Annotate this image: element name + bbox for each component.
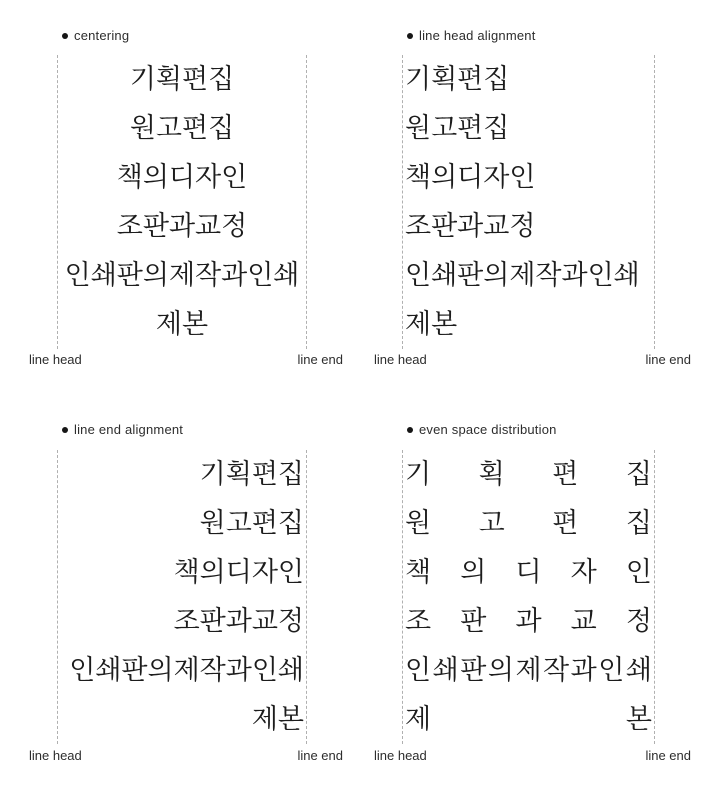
text-char: 인 [405, 655, 432, 685]
panel-title-label: line end alignment [74, 422, 184, 437]
text-line: 제본 [251, 704, 304, 734]
text-line [405, 499, 652, 548]
bullet-icon [407, 427, 413, 433]
text-char: 의 [487, 655, 514, 685]
text-line: 인쇄판의제작과인쇄 [69, 655, 304, 685]
text-char: 편 [552, 459, 579, 489]
line-end-label: line end [297, 748, 343, 763]
text-frame-line-head-alignment [402, 55, 655, 349]
guide-labels [374, 748, 691, 763]
text-char: 인 [598, 655, 625, 685]
text-char: 획 [478, 459, 505, 489]
text-line: 기획편집 [405, 64, 510, 94]
text-char: 과 [515, 606, 542, 636]
text-line: 조판과교정 [173, 606, 304, 636]
text-char: 과 [570, 655, 597, 685]
text-line: 제본 [405, 309, 458, 339]
text-line: 기획편집 [199, 459, 304, 489]
panel-title-label: centering [74, 28, 130, 43]
panel-title-centering [62, 28, 129, 43]
text-char: 판 [460, 606, 487, 636]
line-end-label: line end [645, 748, 691, 763]
text-frame-even-space-distribution [402, 450, 655, 744]
text-char: 판 [460, 655, 487, 685]
text-char: 인 [625, 557, 652, 587]
text-char: 기 [405, 459, 432, 489]
text-char: 원 [405, 508, 432, 538]
text-line [405, 597, 652, 646]
line-head-label: line head [29, 748, 82, 763]
text-char: 제 [405, 704, 432, 734]
text-char: 편 [552, 508, 579, 538]
guide-labels [374, 352, 691, 367]
panel-title-even-space-distribution [407, 422, 557, 437]
text-char: 디 [515, 557, 542, 587]
text-line: 조판과교정 [405, 211, 536, 241]
text-line: 책의디자인 [173, 557, 304, 587]
panel-title-line-head-alignment [407, 28, 536, 43]
bullet-icon [62, 427, 68, 433]
text-char: 쇄 [432, 655, 459, 685]
text-line: 제본 [155, 309, 209, 339]
text-char: 본 [625, 704, 652, 734]
text-line [405, 646, 652, 695]
guide-labels [29, 352, 343, 367]
text-char: 교 [570, 606, 597, 636]
text-line: 조판과교정 [116, 211, 248, 241]
guide-labels [29, 748, 343, 763]
panel-title-label: even space distribution [419, 422, 557, 437]
line-head-label: line head [374, 352, 427, 367]
text-line: 책의디자인 [116, 162, 248, 192]
bullet-icon [62, 33, 68, 39]
text-line: 원고편집 [199, 508, 304, 538]
text-char: 쇄 [625, 655, 652, 685]
text-line [405, 695, 652, 744]
text-line: 책의디자인 [405, 162, 536, 192]
text-char: 책 [405, 557, 432, 587]
panel-title-line-end-alignment [62, 422, 183, 437]
text-line [405, 548, 652, 597]
text-char: 정 [625, 606, 652, 636]
text-line: 원고편집 [405, 113, 510, 143]
text-char: 작 [543, 655, 570, 685]
text-char: 집 [625, 508, 652, 538]
line-head-label: line head [374, 748, 427, 763]
text-char: 제 [515, 655, 542, 685]
text-char: 고 [478, 508, 505, 538]
text-line: 기획편집 [129, 64, 235, 94]
text-line [405, 450, 652, 499]
line-end-label: line end [297, 352, 343, 367]
text-char: 자 [570, 557, 597, 587]
text-char: 집 [625, 459, 652, 489]
panel-title-label: line head alignment [419, 28, 536, 43]
text-line: 인쇄판의제작과인쇄 [405, 260, 640, 290]
line-head-label: line head [29, 352, 82, 367]
text-char: 의 [460, 557, 487, 587]
text-line: 원고편집 [129, 113, 235, 143]
text-frame-centering [57, 55, 307, 349]
line-end-label: line end [645, 352, 691, 367]
text-frame-line-end-alignment [57, 450, 307, 744]
text-char: 조 [405, 606, 432, 636]
text-line: 인쇄판의제작과인쇄 [64, 260, 300, 290]
bullet-icon [407, 33, 413, 39]
